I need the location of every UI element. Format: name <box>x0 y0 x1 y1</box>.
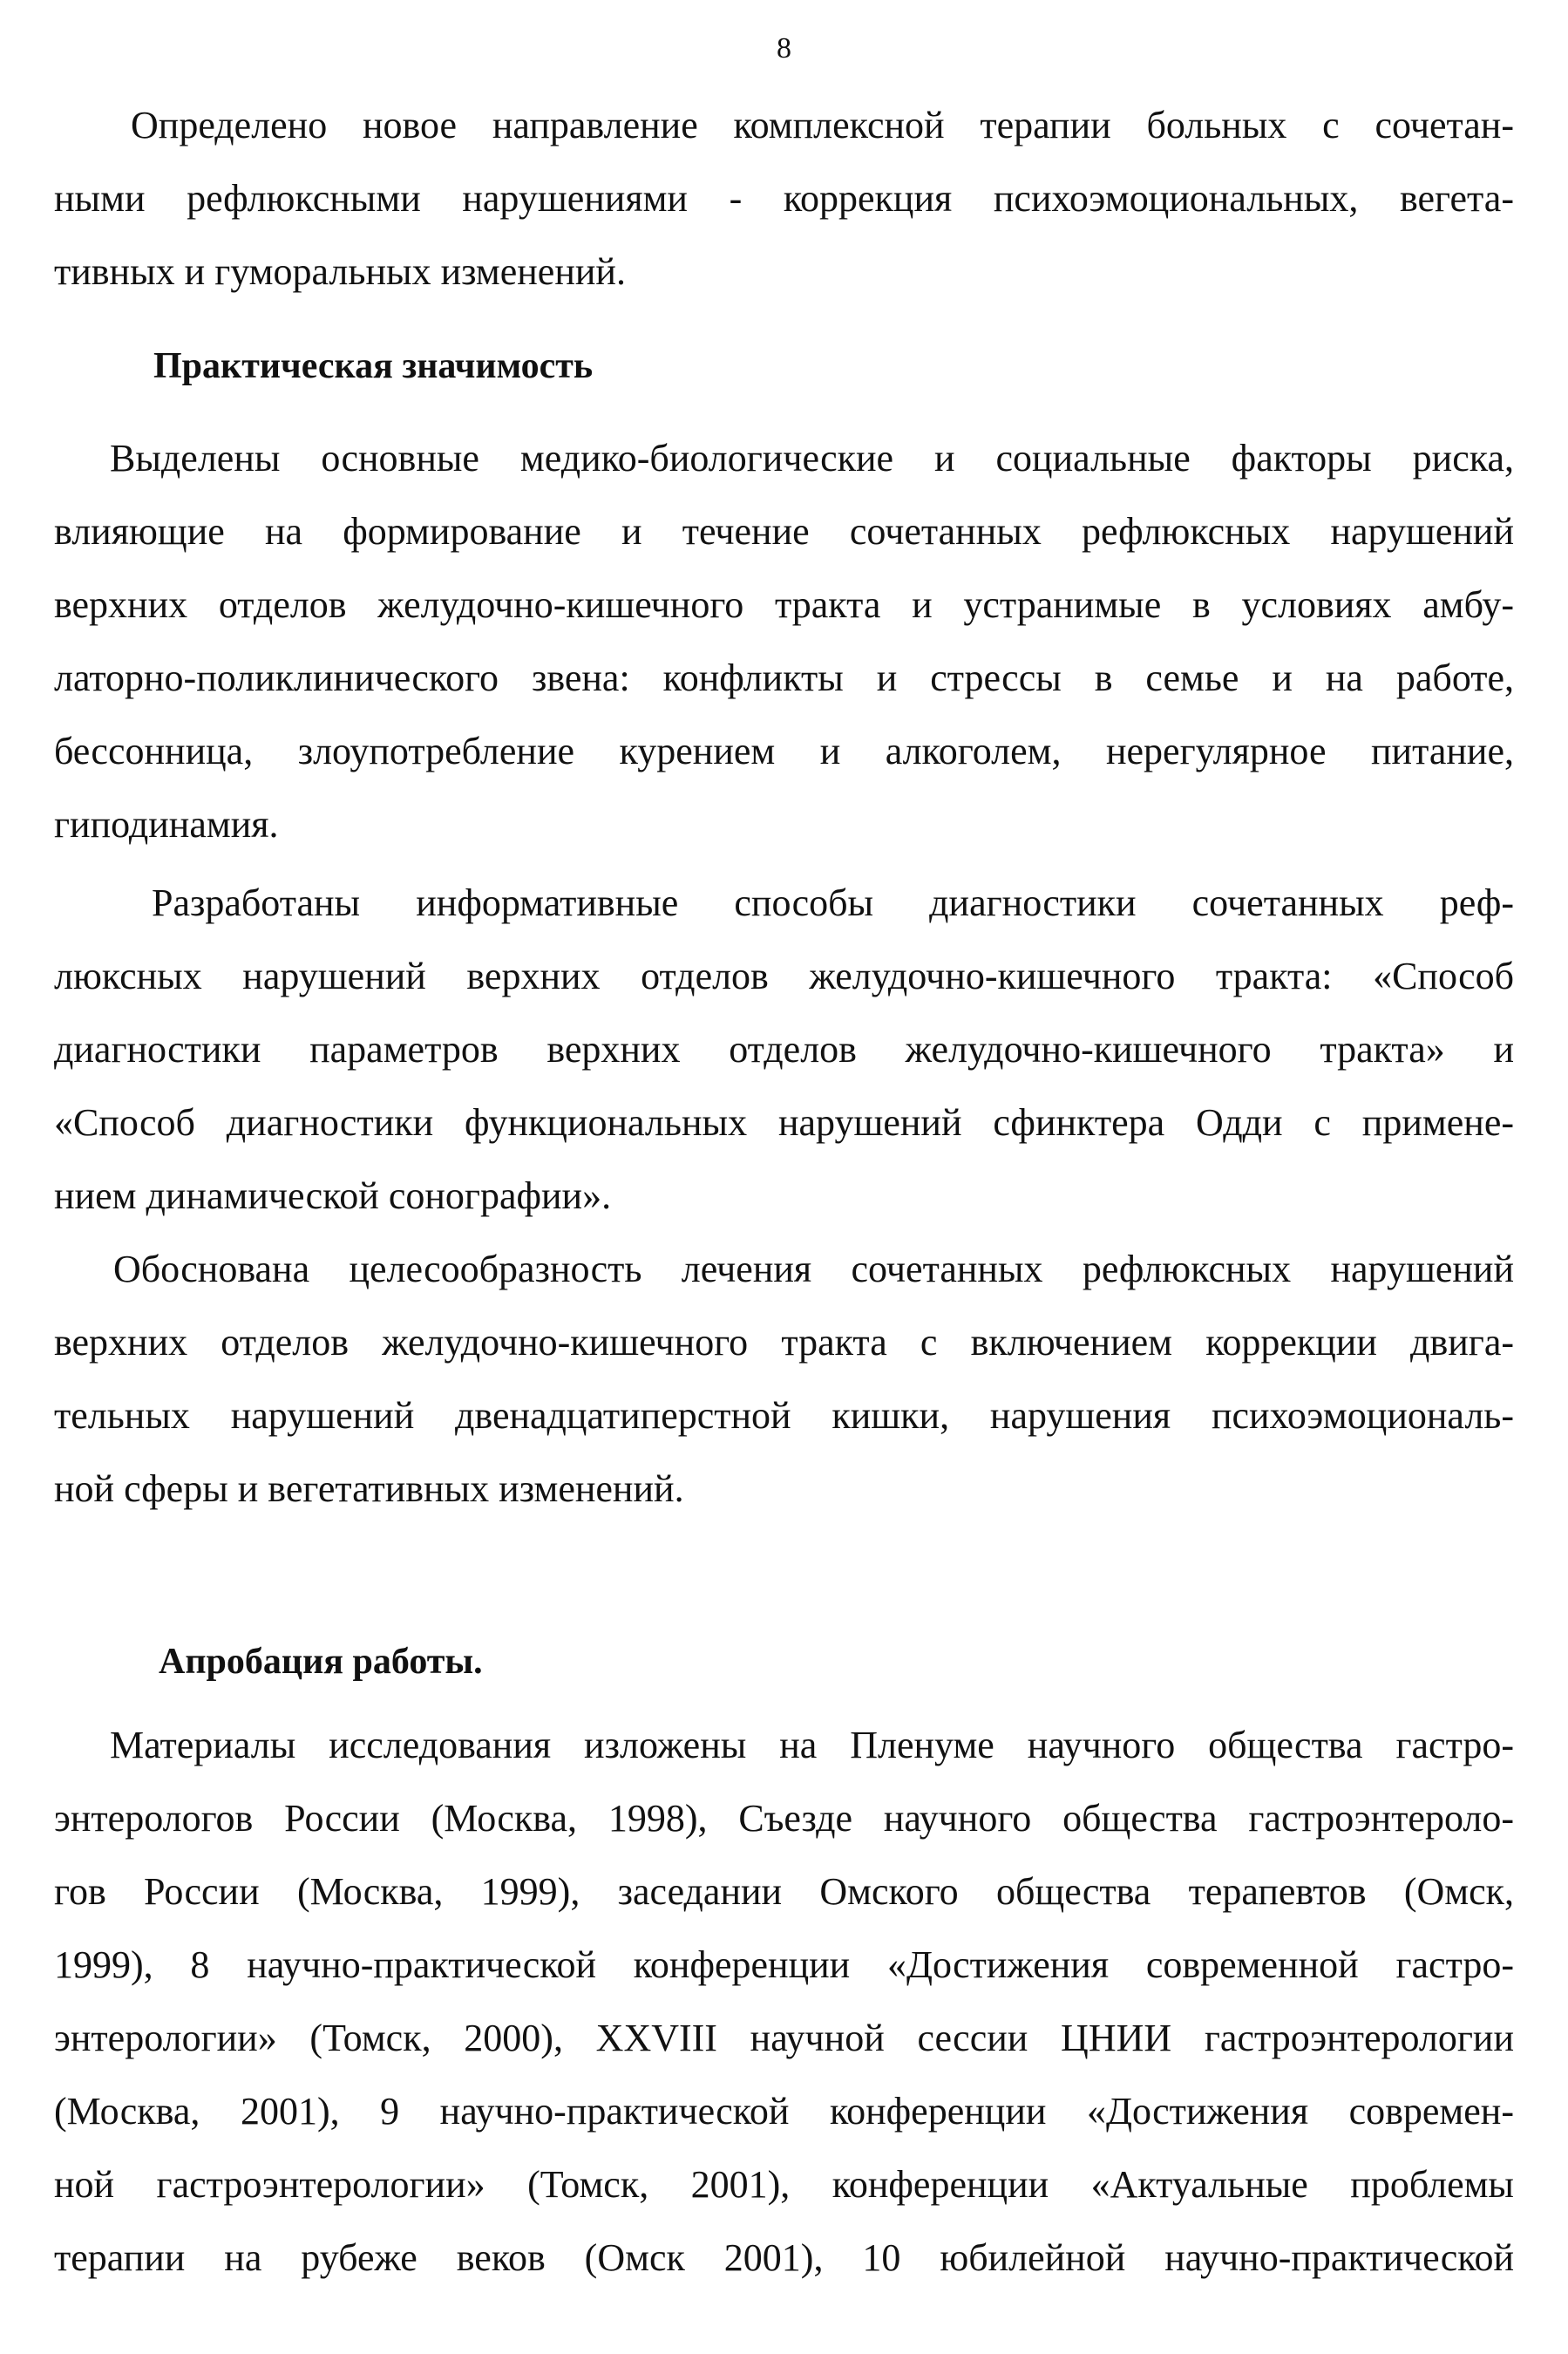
text-line: (Москва, 2001), 9 научно-практической конференции «Достижения современ- <box>54 2090 1514 2133</box>
text-line: верхних отделов желудочно-кишечного тракта с включением коррекции двига- <box>54 1321 1514 1364</box>
text-line: 1999), 8 научно-практической конференции «Достижения современной гастро- <box>54 1943 1514 1986</box>
text-line: влияющие на формирование и течение сочетанных рефлюксных нарушений <box>54 510 1514 553</box>
text-line: энтерологов России (Москва, 1998), Съезде научного общества гастроэнтероло- <box>54 1797 1514 1840</box>
text-line: бессонница, злоупотребление курением и алкоголем, нерегулярное питание, <box>54 730 1514 772</box>
page-number: 8 <box>777 32 791 65</box>
practical-significance-heading: Практическая значимость <box>153 346 594 386</box>
approbation-heading: Апробация работы. <box>159 1642 483 1682</box>
text-line: тивных и гуморальных изменений. <box>54 250 626 293</box>
text-line: латорно-поликлинического звена: конфликты и стрессы в семье и на работе, <box>54 657 1514 699</box>
text-line: гиподинамия. <box>54 803 279 846</box>
text-line: терапии на рубеже веков (Омск 2001), 10 юбилейной научно-практической <box>54 2236 1514 2279</box>
text-line: «Способ диагностики функциональных нарушений сфинктера Одди с примене- <box>54 1101 1514 1144</box>
text-line: Выделены основные медико-биологические и социальные факторы риска, <box>110 437 1514 480</box>
text-line: люксных нарушений верхних отделов желудочно-кишечного тракта: «Способ <box>54 955 1514 997</box>
text-line: ной сферы и вегетативных изменений. <box>54 1467 684 1510</box>
text-line: ной гастроэнтерологии» (Томск, 2001), конференции «Актуальные проблемы <box>54 2163 1514 2206</box>
text-line: энтерологии» (Томск, 2000), XXVIII научной сессии ЦНИИ гастроэнтерологии <box>54 2017 1514 2059</box>
intro-paragraph <box>54 89 1514 309</box>
practical-paragraph-2 <box>54 867 1514 1233</box>
text-line: Определено новое направление комплексной терапии больных с сочетан- <box>131 104 1514 146</box>
text-line: Разработаны информативные способы диагностики сочетанных реф- <box>152 881 1514 924</box>
text-line: Материалы исследования изложены на Пленуме научного общества гастро- <box>110 1724 1514 1766</box>
text-line: тельных нарушений двенадцатиперстной кишки, нарушения психоэмоциональ- <box>54 1394 1514 1437</box>
text-line: Обоснована целесообразность лечения сочетанных рефлюксных нарушений <box>113 1248 1514 1290</box>
text-line: диагностики параметров верхних отделов желудочно-кишечного тракта» и <box>54 1028 1514 1071</box>
approbation-paragraph <box>54 1709 1514 2295</box>
text-line: нием динамической сонографии». <box>54 1174 612 1217</box>
text-line: ными рефлюксными нарушениями - коррекция психоэмоциональных, вегета- <box>54 177 1514 220</box>
practical-paragraph-3 <box>54 1233 1514 1526</box>
text-line: гов России (Москва, 1999), заседании Омского общества терапевтов (Омск, <box>54 1870 1514 1913</box>
text-line: верхних отделов желудочно-кишечного тракта и устранимые в условиях амбу- <box>54 583 1514 626</box>
practical-paragraph-1 <box>54 422 1514 861</box>
